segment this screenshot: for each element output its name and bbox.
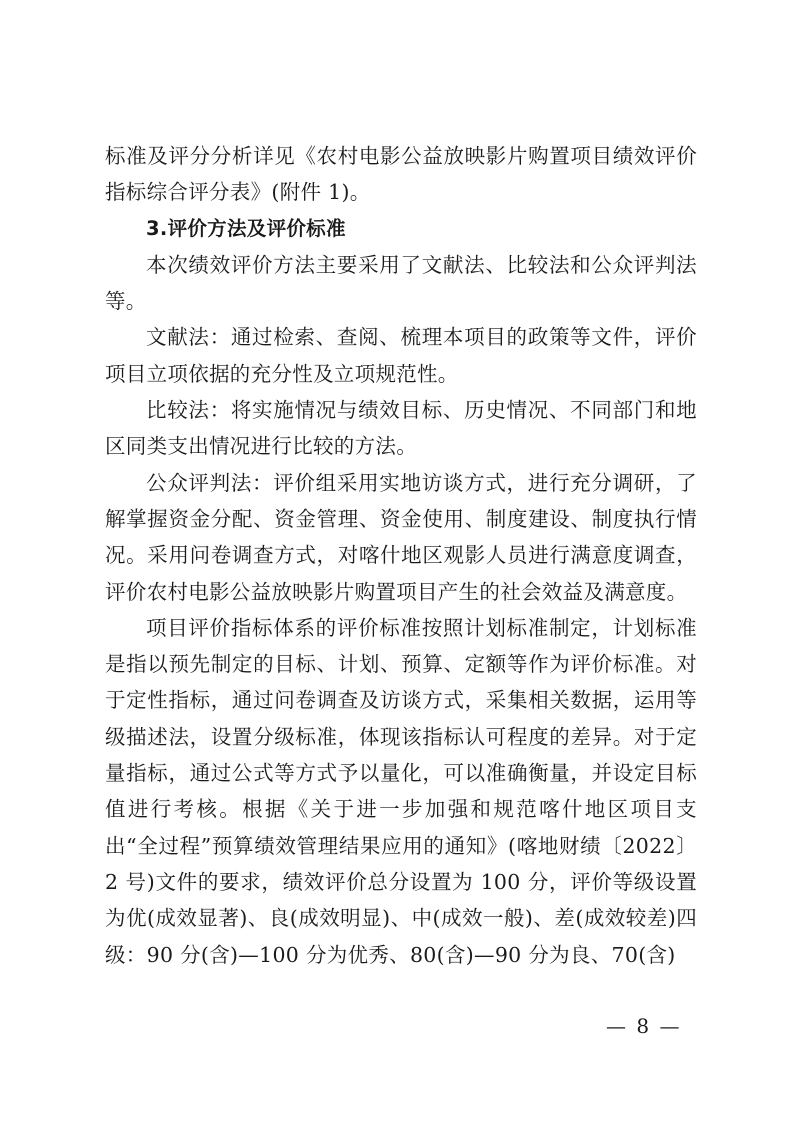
page-number: — 8 — xyxy=(606,1014,682,1038)
document-body xyxy=(105,138,697,973)
paragraph-evaluation-standards: 项目评价指标体系的评价标准按照计划标准制定，计划标准是指以预先制定的目标、计划、预算、定额等作为评价标准。对于定性指标，通过问卷调查及访谈方式，采集相关数据，运用等级描述法，设置分级标准，体现该指标认可程度的差异。对于定量指标，通过公式等方式予以量化，可以准确衡量，并设定目标值进行考核。根据《关于进一步加强和规范喀什地区项目支出“全过程”预算绩效管理结果应用的通知》(喀地财绩〔2022〕2 号)文件的要求，绩效评价总分设置为 100 分，评价等级设置为优(成效显著)、良(成效明显)、中(成效一般)、差(成效较差)四级：90 分(含)—100 分为优秀、80(含)—90 分为良、70(含) xyxy=(105,615,697,967)
paragraph-literature-method: 文献法：通过检索、查阅、梳理本项目的政策等文件，评价项目立项依据的充分性及立项规范性。 xyxy=(105,325,697,386)
paragraph-comparison-method: 比较法：将实施情况与绩效目标、历史情况、不同部门和地区同类支出情况进行比较的方法。 xyxy=(105,398,697,459)
paragraph-scoring-reference: 标准及评分分析详见《农村电影公益放映影片购置项目绩效评价指标综合评分表》(附件 1)。 xyxy=(105,144,697,205)
section-heading-evaluation-methods: 3.评价方法及评价标准 xyxy=(146,216,346,240)
paragraph-public-evaluation-method: 公众评判法：评价组采用实地访谈方式，进行充分调研，了解掌握资金分配、资金管理、资金使用、制度建设、制度执行情况。采用问卷调查方式，对喀什地区观影人员进行满意度调查，评价农村电影公益放映影片购置项目产生的社会效益及满意度。 xyxy=(105,470,697,604)
paragraph-methods-overview: 本次绩效评价方法主要采用了文献法、比较法和公众评判法等。 xyxy=(105,252,697,314)
